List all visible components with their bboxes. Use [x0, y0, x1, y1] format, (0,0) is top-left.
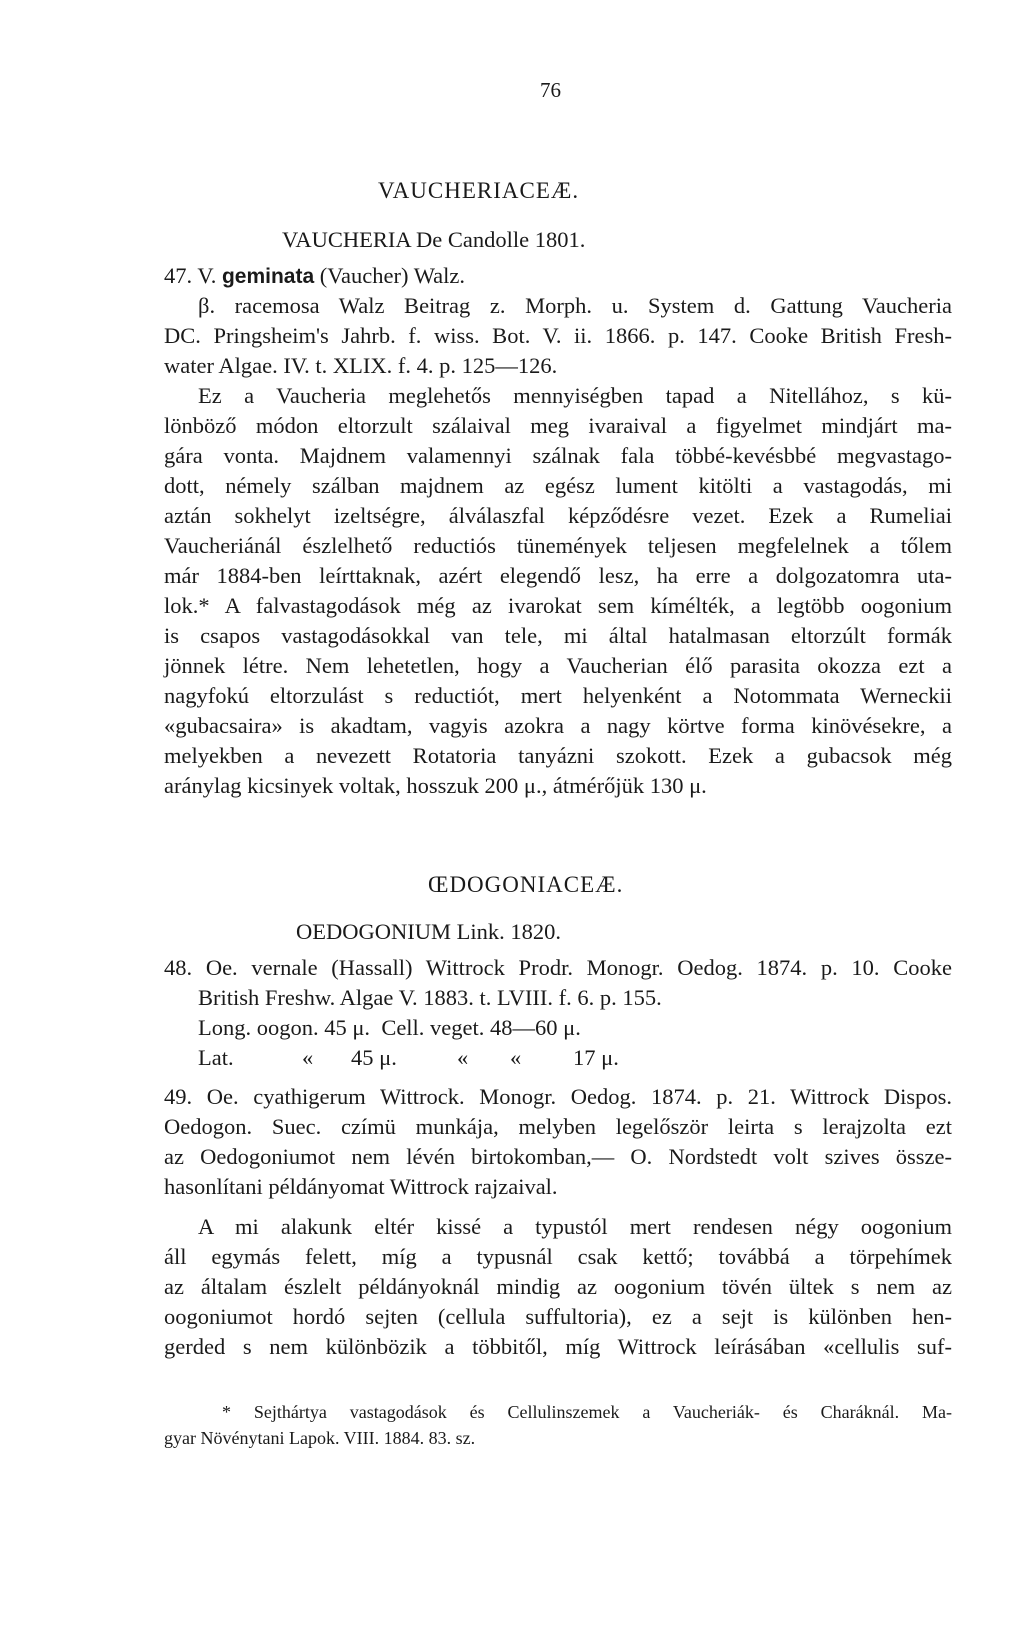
- paragraph-line: lok.* A falvastagodások még az ivarokat sem kímélték, a legtöbb oogonium: [164, 593, 952, 618]
- paragraph-line: A mi alakunk eltér kissé a typustól mert rendesen négy oogonium: [198, 1214, 952, 1239]
- measurement-lat-oogon: 45 μ.: [351, 1045, 397, 1070]
- measurement-lat-ditto: «: [302, 1045, 314, 1070]
- section-heading-vaucheriaceae: VAUCHERIACEÆ.: [378, 178, 580, 203]
- paragraph-line: nagyfokú eltorzulást s reductiót, mert helyenként a Notommata Werneckii: [164, 683, 952, 708]
- species-49-line: hasonlítani példányomat Wittrock rajzaival.: [164, 1174, 558, 1199]
- genus-heading-oedogonium: OEDOGONIUM Link. 1820.: [296, 919, 561, 944]
- synonym-line: β. racemosa Walz Beitrag z. Morph. u. System d. Gattung Vaucheria: [198, 293, 952, 318]
- paragraph-line: oogoniumot hordó sejten (cellula suffultoria), ez a sejt is különben hen-: [164, 1304, 952, 1329]
- paragraph-line: dott, némely szálban majdnem az egész lument kitölti a vastagodás, mi: [164, 473, 952, 498]
- paragraph-line: gára vonta. Majdnem valamennyi szálnak fala többé-kevésbbé megvastago-: [164, 443, 952, 468]
- paragraph-line: aránylag kicsinyek voltak, hosszuk 200 μ., átmérőjük 130 μ.: [164, 773, 707, 798]
- paragraph-line: jönnek létre. Nem lehetetlen, hogy a Vaucherian élő parasita okozza ezt a: [164, 653, 952, 678]
- paragraph-line: Vaucheriánál észlelhető reductiós tünemények teljesen megfelelnek a tőlem: [164, 533, 952, 558]
- paragraph-line: is csapos vastagodásokkal van tele, mi által hatalmasan eltorzúlt formák: [164, 623, 952, 648]
- footnote-line: gyar Növénytani Lapok. VIII. 1884. 83. sz.: [164, 1428, 476, 1448]
- species-49-line: Oedogon. Suec. czímü munkája, melyben legelőször leirta s lerajzolta ezt: [164, 1114, 952, 1139]
- measurement-lat-ditto: «: [457, 1045, 469, 1070]
- paragraph-line: gerded s nem különbözik a többitől, míg Wittrock leírásában «cellulis suf-: [164, 1334, 952, 1359]
- page-number: 76: [540, 78, 561, 102]
- synonym-line: water Algae. IV. t. XLIX. f. 4. p. 125—126.: [164, 353, 558, 378]
- section-heading-oedogoniaceae: ŒDOGONIACEÆ.: [428, 872, 624, 897]
- paragraph-line: melyekben a nevezett Rotatoria tanyázni szokott. Ezek a gubacsok még: [164, 743, 952, 768]
- paragraph-line: lönböző módon eltorzult szálaival meg ivaraival a figyelmet mindjárt ma-: [164, 413, 952, 438]
- measurement-lat-cell: 17 μ.: [573, 1045, 619, 1070]
- paragraph-line: «gubacsaira» is akadtam, vagyis azokra a nagy körtve forma kinövésekre, a: [164, 713, 952, 738]
- genus-heading-vaucheria: VAUCHERIA De Candolle 1801.: [282, 227, 586, 252]
- synonym-line: DC. Pringsheim's Jahrb. f. wiss. Bot. V. ii. 1866. p. 147. Cooke British Fresh-: [164, 323, 952, 348]
- measurement-long: Long. oogon. 45 μ. Cell. veget. 48—60 μ.: [198, 1015, 581, 1040]
- paragraph-line: az általam észlelt példányoknál mindig az oogonium tövén ültek s nem az: [164, 1274, 952, 1299]
- measurement-lat-ditto: «: [510, 1045, 522, 1070]
- species-49-line: 49. Oe. cyathigerum Wittrock. Monogr. Oedog. 1874. p. 21. Wittrock Dispos.: [164, 1084, 952, 1109]
- species-48-line: British Freshw. Algae V. 1883. t. LVIII. f. 6. p. 155.: [198, 985, 662, 1010]
- measurement-lat-label: Lat.: [198, 1045, 234, 1070]
- species-48-line: 48. Oe. vernale (Hassall) Wittrock Prodr. Monogr. Oedog. 1874. p. 10. Cooke: [164, 955, 952, 980]
- paragraph-line: már 1884-ben leírttaknak, azért elegendő lesz, ha erre a dolgozatomra uta-: [164, 563, 952, 588]
- footnote-line: * Sejthártya vastagodások és Cellulinszemek a Vaucheriák- és Charáknál. Ma-: [222, 1402, 952, 1422]
- paragraph-line: aztán sokhelyt izeltségre, álválaszfal képződésre vezet. Ezek a Rumeliai: [164, 503, 952, 528]
- species-49-line: az Oedogoniumot nem lévén birtokomban,— O. Nordstedt volt szives össze-: [164, 1144, 952, 1169]
- paragraph-line: áll egymás felett, míg a typusnál csak kettő; továbbá a törpehímek: [164, 1244, 952, 1269]
- species-47-line: 47. V. geminata (Vaucher) Walz.: [164, 263, 465, 288]
- paragraph-line: Ez a Vaucheria meglehetős mennyiségben tapad a Nitellához, s kü-: [198, 383, 952, 408]
